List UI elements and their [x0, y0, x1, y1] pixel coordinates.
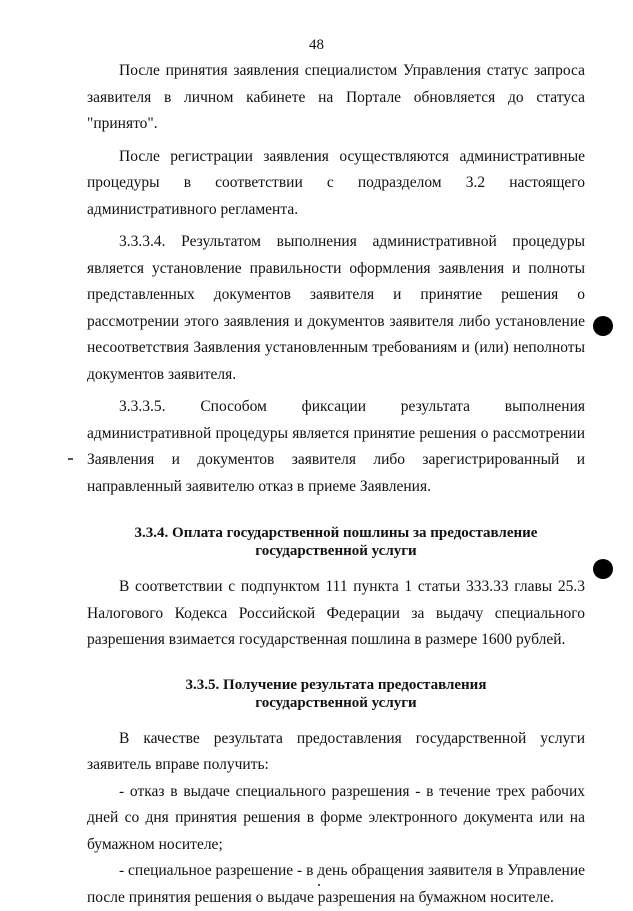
- paragraph-registration: После регистрации заявления осуществляются административные процедуры в соответствии с подразделом 3.2 настоящего административного регламента.: [87, 147, 585, 218]
- paragraph-3-3-3-5: 3.3.3.5. Способом фиксации результата выполнения административной процедуры является принятие решения о рассмотрении Заявления и документов заявителя либо зарегистрированный и направленный заявителю отказ в приеме Заявления.: [87, 398, 585, 495]
- page-number: 48: [309, 37, 324, 53]
- binder-hole-mark: [593, 316, 613, 336]
- section-heading-3-3-5: [87, 676, 585, 712]
- section-heading-3-3-4-line2: государственной услуги: [255, 543, 417, 559]
- list-item-refusal: - отказ в выдаче специального разрешения - в течение трех рабочих дней со дня принятия решения в форме электронного документа или на бумажном носителе;: [87, 782, 585, 853]
- scan-speck: [68, 458, 73, 460]
- section-heading-3-3-5-line2: государственной услуги: [255, 694, 417, 711]
- section-heading-3-3-5-line1: 3.3.5. Получение результата предоставления: [185, 676, 487, 693]
- paragraph-state-fee: В соответствии с подпунктом 111 пункта 1 статьи 333.33 главы 25.3 Налогового Кодекса Российской Федерации за выдачу специального разрешения взимается государственная пошлина в размере 1600 рублей.: [87, 578, 585, 648]
- list-item-permit: - специальное разрешение - в день обращения заявителя в Управление после принятия решения о выдаче разрешения на бумажном носителе.: [87, 862, 586, 906]
- paragraph-status-update: После принятия заявления специалистом Управления статус запроса заявителя в личном кабинете на Портале обновляется до статуса "принято".: [87, 62, 585, 132]
- section-heading-3-3-4-line1: 3.3.4. Оплата государственной пошлины за предоставление: [134, 525, 538, 541]
- binder-hole-mark: [593, 559, 613, 579]
- paragraph-3-3-3-4: 3.3.3.4. Результатом выполнения административной процедуры является установление правильности оформления заявления и полноты представленных документов заявителя и принятие решения о рассмотрении этого заявления и документов заявителя либо установление несоответствия Заявления установленным требованиям и (или) неполноты документов заявителя.: [87, 233, 585, 383]
- document-body: [87, 58, 585, 911]
- paragraph-result-intro: В качестве результата предоставления государственной услуги заявитель вправе получить:: [87, 729, 585, 773]
- scan-speck: [318, 884, 320, 886]
- section-heading-3-3-4: [87, 524, 585, 560]
